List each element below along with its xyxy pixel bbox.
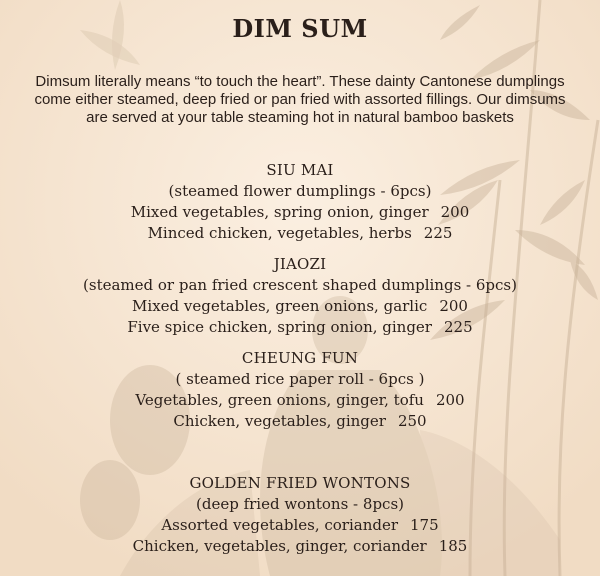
item-description: Assorted vegetables, coriander	[161, 516, 399, 534]
menu-item	[0, 411, 600, 432]
item-price: 225	[443, 318, 473, 336]
item-description: Five spice chicken, spring onion, ginger	[127, 318, 432, 336]
item-description: Chicken, vegetables, ginger, coriander	[132, 537, 427, 555]
menu-section-cheung-fun	[0, 348, 600, 432]
section-title: SIU MAI	[266, 161, 334, 179]
menu-section-golden-fried-wontons	[0, 473, 600, 557]
item-price: 200	[435, 391, 465, 409]
section-subtitle: (steamed flower dumplings - 6pcs)	[168, 182, 432, 200]
menu-item	[0, 296, 600, 317]
menu-item	[0, 317, 600, 338]
menu-section-jiaozi	[0, 254, 600, 338]
menu-intro: Dimsum literally means “to touch the heart”. These dainty Cantonese dumplings come either steamed, deep fried or pan fried with assorted fillings. Our dimsums are served at your table steaming hot in natural bamboo baskets	[34, 73, 566, 126]
menu-item	[0, 536, 600, 557]
item-price: 175	[410, 516, 439, 534]
item-price: 250	[397, 412, 427, 430]
page-title: DIM SUM	[232, 14, 368, 43]
menu-item	[0, 390, 600, 411]
section-title: CHEUNG FUN	[241, 349, 359, 367]
item-price: 200	[439, 297, 468, 315]
item-description: Chicken, vegetables, ginger	[173, 412, 386, 430]
item-description: Mixed vegetables, green onions, garlic	[132, 297, 428, 315]
item-price: 225	[423, 224, 453, 242]
menu-item	[0, 223, 600, 244]
item-description: Mixed vegetables, spring onion, ginger	[130, 203, 429, 221]
section-title: GOLDEN FRIED WONTONS	[189, 474, 411, 492]
item-price: 200	[440, 203, 470, 221]
section-subtitle: (deep fried wontons - 8pcs)	[196, 495, 404, 513]
section-subtitle: (steamed or pan fried crescent shaped dumplings - 6pcs)	[83, 276, 517, 294]
section-subtitle: ( steamed rice paper roll - 6pcs )	[175, 370, 425, 388]
menu-section-siu-mai	[0, 160, 600, 244]
menu-item	[0, 202, 600, 223]
section-title: JIAOZI	[273, 255, 327, 273]
menu-item	[0, 515, 600, 536]
item-description: Minced chicken, vegetables, herbs	[147, 224, 412, 242]
item-price: 185	[438, 537, 468, 555]
item-description: Vegetables, green onions, ginger, tofu	[135, 391, 424, 409]
